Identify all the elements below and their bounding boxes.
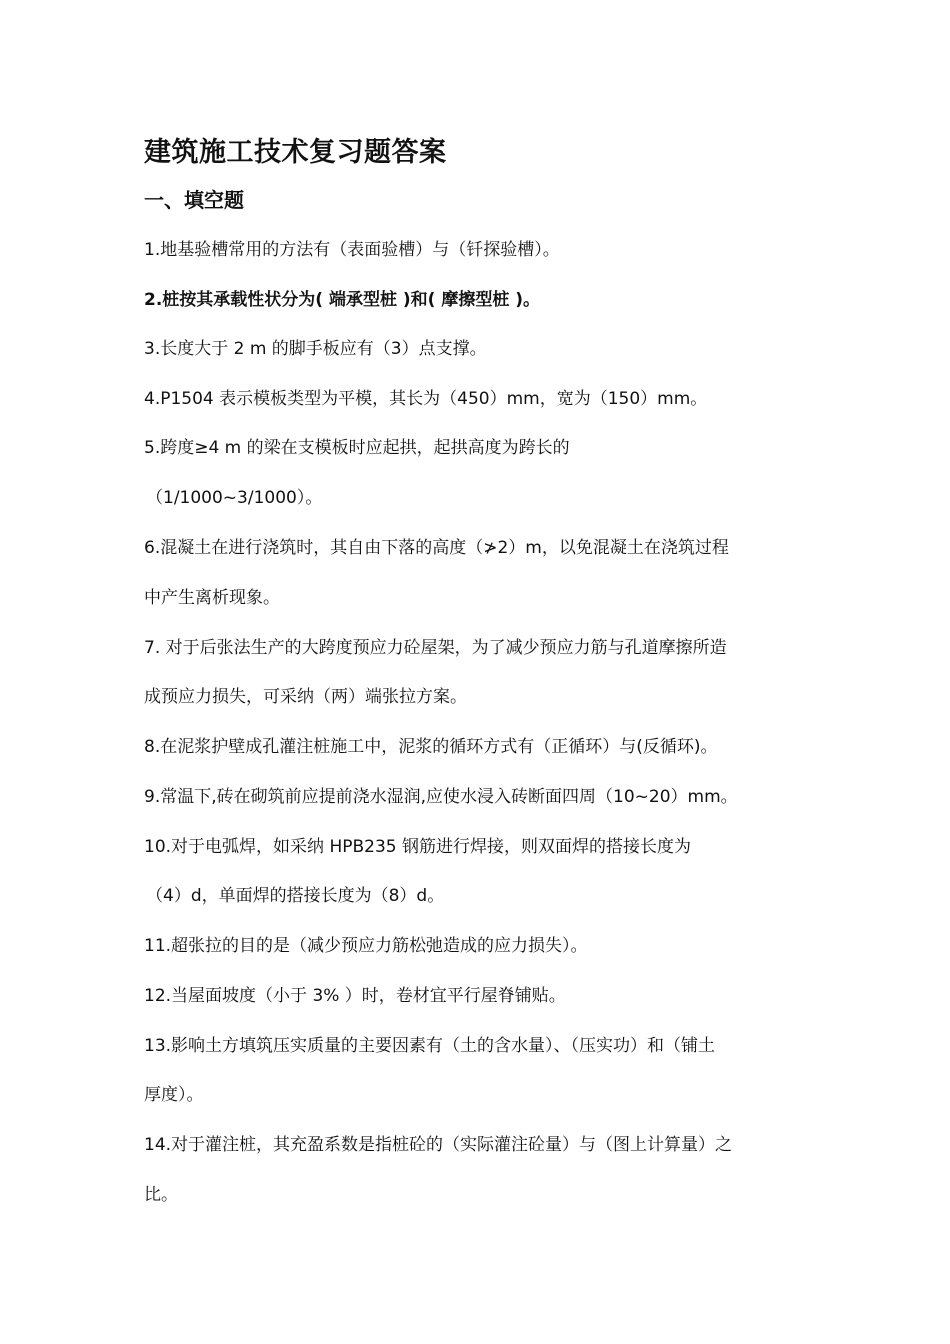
question-10-line-1: 10.对于电弧焊，如采纳 HPB235 钢筋进行焊接，则双面焊的搭接长度为 <box>144 837 691 857</box>
question-2: 2.桩按其承载性状分为( 端承型桩 )和( 摩擦型桩 )。 <box>144 290 541 310</box>
document-title: 建筑施工技术复习题答案 <box>144 137 447 168</box>
question-6-line-1: 6.混凝土在进行浇筑时，其自由下落的高度（≯2）m，以免混凝土在浇筑过程 <box>144 538 729 558</box>
section-heading: 一、填空题 <box>144 188 244 212</box>
question-7-line-1: 7. 对于后张法生产的大跨度预应力砼屋架，为了减少预应力筋与孔道摩擦所造 <box>144 638 727 658</box>
question-8: 8.在泥浆护壁成孔灌注桩施工中，泥浆的循环方式有（正循环）与(反循环)。 <box>144 737 718 757</box>
question-14-line-2: 比。 <box>144 1185 178 1205</box>
question-4: 4.P1504 表示模板类型为平模，其长为（450）mm，宽为（150）mm。 <box>144 389 708 409</box>
question-9: 9.常温下,砖在砌筑前应提前浇水湿润,应使水浸入砖断面四周（10~20）mm。 <box>144 787 738 807</box>
question-3: 3.长度大于 2 m 的脚手板应有（3）点支撑。 <box>144 339 487 359</box>
question-13-line-2: 厚度）。 <box>144 1085 204 1105</box>
question-14-line-1: 14.对于灌注桩，其充盈系数是指桩砼的（实际灌注砼量）与（图上计算量）之 <box>144 1135 733 1155</box>
question-1: 1.地基验槽常用的方法有（表面验槽）与（钎探验槽）。 <box>144 240 560 260</box>
question-10-line-2: （4）d，单面焊的搭接长度为（8）d。 <box>146 886 445 906</box>
question-5-line-1: 5.跨度≥4 m 的梁在支模板时应起拱，起拱高度为跨长的 <box>144 438 570 458</box>
question-11: 11.超张拉的目的是（减少预应力筋松弛造成的应力损失）。 <box>144 936 588 956</box>
question-13-line-1: 13.影响土方填筑压实质量的主要因素有（土的含水量）、（压实功）和（铺土 <box>144 1036 716 1056</box>
question-5-line-2: （1/1000~3/1000）。 <box>146 488 323 508</box>
question-7-line-2: 成预应力损失，可采纳（两）端张拉方案。 <box>144 687 467 707</box>
question-6-line-2: 中产生离析现象。 <box>144 588 280 608</box>
question-12: 12.当屋面坡度（小于 3% ）时，卷材宜平行屋脊铺贴。 <box>144 986 566 1006</box>
